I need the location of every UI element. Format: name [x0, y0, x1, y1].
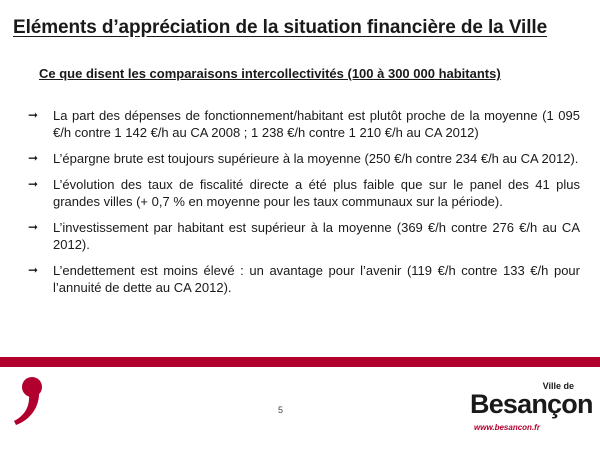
slide-title: Eléments d’appréciation de la situation financière de la Ville: [13, 17, 548, 38]
bullet-text: L’évolution des taux de fiscalité directe a été plus faible que sur le panel des 41 plus grandes villes (+ 0,7 % en moyenne pour les taux communaux sur la période).: [53, 177, 580, 209]
page-number: 5: [278, 405, 284, 415]
right-arrow-icon: ➞: [28, 151, 39, 165]
bullet-text: L’endettement est moins élevé : un avantage pour l’avenir (119 €/h contre 133 €/h pour l’annuité de dette au CA 2012).: [53, 263, 580, 295]
bullet-text: L’investissement par habitant est supérieur à la moyenne (369 €/h contre 276 €/h au CA 2012).: [53, 220, 580, 252]
footer-divider: [0, 357, 600, 367]
right-arrow-icon: ➞: [28, 220, 39, 234]
right-arrow-icon: ➞: [28, 177, 39, 191]
logo-url: www.besancon.fr: [474, 423, 540, 432]
logo-city-name: Besançon: [470, 389, 593, 419]
bullet-text: La part des dépenses de fonctionnement/habitant est plutôt proche de la moyenne (1 095 €/h contre 1 142 €/h au CA 2008 ; 1 238 €/h contre 1 210 €/h au CA 2012): [53, 108, 580, 140]
slide-subtitle: Ce que disent les comparaisons intercollectivités (100 à 300 000 habitants): [39, 66, 501, 81]
right-arrow-icon: ➞: [28, 263, 39, 277]
bullet-text: L’épargne brute est toujours supérieure à la moyenne (250 €/h contre 234 €/h au CA 2012).: [53, 151, 579, 166]
right-arrow-icon: ➞: [28, 108, 39, 122]
bullet-item: [28, 262, 580, 296]
bullet-item: [28, 107, 580, 141]
comma-logo-icon: [12, 375, 44, 427]
bullet-item: [28, 219, 580, 253]
bullet-list: [28, 107, 580, 305]
city-logo: [470, 381, 593, 437]
logo-ville-text: Ville de: [542, 381, 574, 391]
bullet-item: [28, 150, 580, 167]
bullet-item: [28, 176, 580, 210]
